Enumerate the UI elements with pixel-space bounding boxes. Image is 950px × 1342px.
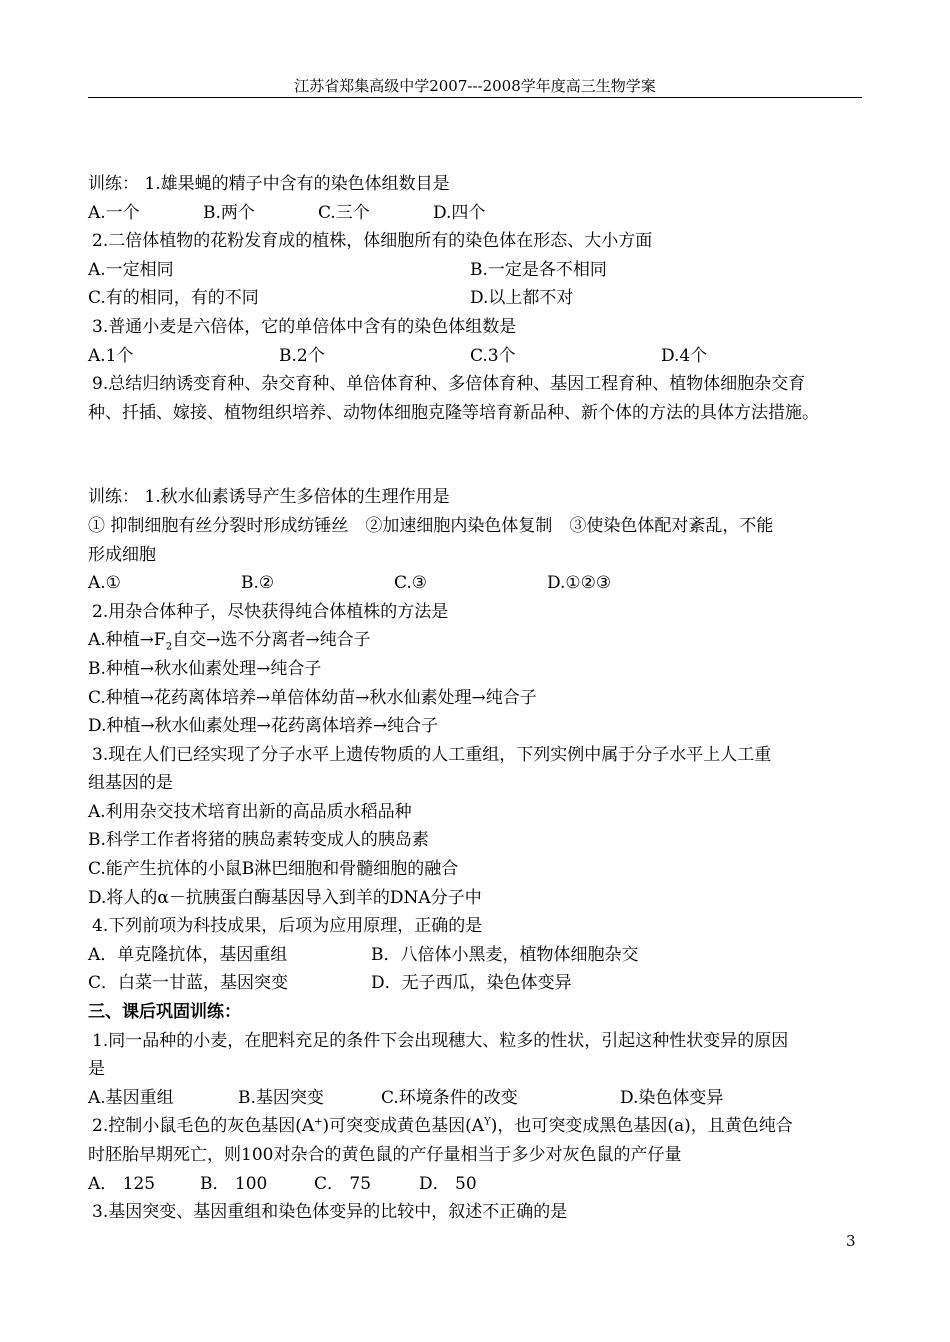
question-text: 时胚胎早期死亡，则100对杂合的黄色鼠的产仔量相当于多少对灰色鼠的产仔量 — [88, 1145, 682, 1165]
question-stem: 4.下列前项为科技成果，后项为应用原理，正确的是 — [92, 916, 483, 937]
question-text: 种、扦插、嫁接、植物组织培养、动物体细胞克隆等培育新品种、新个体的方法的具体方法措施。 — [88, 402, 819, 423]
question-stem: 训练： 1.秋水仙素诱导产生多倍体的生理作用是 — [88, 487, 450, 508]
option-row — [88, 284, 862, 313]
option-a: A.利用杂交技术培育出新的高品质水稻品种 — [88, 801, 412, 822]
option-d: D.4个 — [661, 345, 708, 366]
option-a: A.种植$\to F_2$自交→选不分离者→纯合子 — [88, 630, 371, 653]
option-row — [88, 969, 862, 998]
page-header: 江苏省郑集高级中学2007---2008学年度高三生物学案 — [294, 77, 656, 95]
question-stem: 2.用杂合体种子，尽快获得纯合体植株的方法是 — [92, 601, 449, 622]
question-text: 2.控制小鼠毛色的灰色基因(A+)可突变成黄色基因$(A^Y)$，也可突变成黑色基因(a)，且黄色纯合 — [92, 1116, 793, 1137]
option-row — [88, 1084, 862, 1113]
option-row — [88, 941, 862, 970]
option-a: A．单克隆抗体，基因重组 — [88, 944, 288, 965]
section-title: 三、课后巩固训练： — [88, 1002, 241, 1023]
option-c: C.环境条件的改变 — [381, 1087, 518, 1108]
option-c: C.有的相同，有的不同 — [88, 288, 259, 309]
option-a: A． 125 — [88, 1173, 156, 1194]
option-d: D.种植→秋水仙素处理→花药离体培养→纯合子 — [88, 716, 439, 737]
question-text: 1.同一品种的小麦，在肥料充足的条件下会出现穗大、粒多的性状，引起这种性状变异的原因 — [92, 1030, 789, 1051]
option-c: C.能产生抗体的小鼠B淋巴细胞和骨髓细胞的融合 — [88, 859, 459, 880]
option-b: B.基因突变 — [238, 1087, 324, 1108]
option-b: B．八倍体小黑麦，植物体细胞杂交 — [371, 944, 639, 965]
question-stem: 3.普通小麦是六倍体，它的单倍体中含有的染色体组数是 — [92, 316, 517, 337]
question-text: 组基因的是 — [88, 773, 173, 794]
option-d: D.四个 — [433, 202, 486, 223]
option-b: B． 100 — [200, 1173, 268, 1194]
option-a: A.① — [88, 573, 121, 594]
option-b: B.② — [241, 573, 275, 594]
document-body — [88, 170, 862, 1227]
question-stem: 2.二倍体植物的花粉发育成的植株，体细胞所有的染色体在形态、大小方面 — [92, 231, 653, 252]
header-rule — [88, 97, 862, 98]
option-c: C.③ — [394, 573, 428, 594]
option-a: A.基因重组 — [88, 1087, 174, 1108]
option-c: C.三个 — [318, 202, 370, 223]
option-a: A.一定相同 — [88, 259, 174, 280]
question-text: 3.现在人们已经实现了分子水平上遗传物质的人工重组，下列实例中属于分子水平上人工重 — [92, 744, 772, 765]
question-stem: 训练： 1.雄果蝇的精子中含有的染色体组数目是 — [88, 174, 450, 194]
option-b: B.两个 — [203, 202, 255, 223]
option-a: A.1个 — [88, 345, 134, 366]
question-stem: 3.基因突变、基因重组和染色体变异的比较中，叙述不正确的是 — [92, 1202, 568, 1223]
option-d: D.以上都不对 — [470, 288, 574, 309]
option-d: D.①②③ — [547, 573, 612, 594]
option-b: B.2个 — [279, 345, 325, 366]
option-c: C.种植→花药离体培养→单倍体幼苗→秋水仙素处理→纯合子 — [88, 687, 537, 708]
option-a: A.一个 — [88, 202, 140, 223]
question-text: 是 — [88, 1059, 105, 1080]
option-b: B.种植→秋水仙素处理→纯合子 — [88, 658, 322, 679]
option-c: C．白菜一甘蓝，基因突变 — [88, 973, 289, 994]
option-d: D.染色体变异 — [620, 1087, 724, 1108]
option-row — [88, 256, 862, 285]
option-row — [88, 342, 862, 371]
option-row — [88, 1170, 862, 1199]
option-row — [88, 199, 862, 228]
option-c: C.3个 — [470, 345, 516, 366]
option-b: B.一定是各不相同 — [470, 259, 607, 280]
question-text: ① 抑制细胞有丝分裂时形成纺锤丝 ②加速细胞内染色体复制 ③使染色体配对紊乱，不能 — [88, 515, 774, 536]
option-b: B.科学工作者将猪的胰岛素转变成人的胰岛素 — [88, 830, 429, 851]
option-row — [88, 569, 862, 598]
option-c: C． 75 — [314, 1173, 372, 1194]
page-number: 3 — [846, 1232, 856, 1250]
option-d: D．无子西瓜，染色体变异 — [371, 973, 572, 994]
option-d: D.将人的α－抗胰蛋白酶基因导入到羊的DNA分子中 — [88, 887, 482, 908]
question-text: 9.总结归纳诱变育种、杂交育种、单倍体育种、多倍体育种、基因工程育种、植物体细胞杂交育 — [92, 374, 806, 395]
option-d: D． 50 — [419, 1173, 477, 1194]
question-text: 形成细胞 — [88, 544, 156, 565]
